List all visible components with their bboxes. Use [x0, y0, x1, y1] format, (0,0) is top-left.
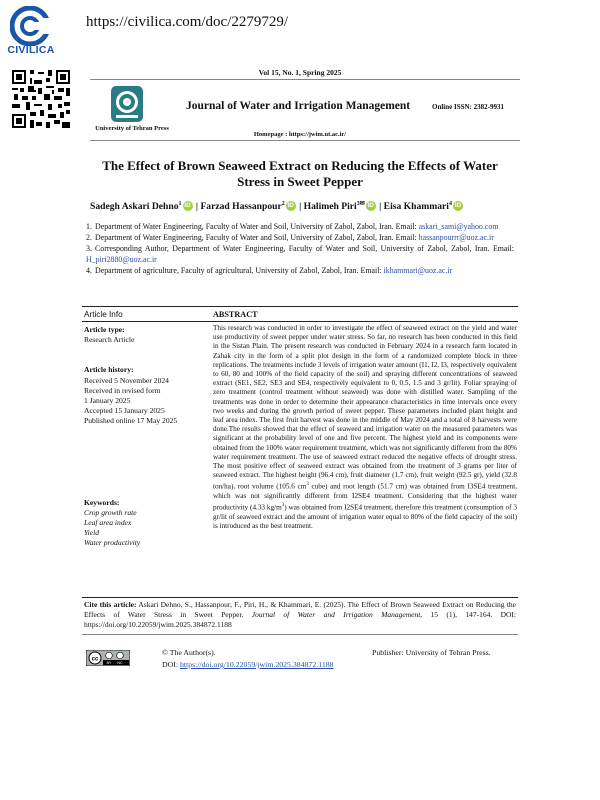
keyword: Crop growth rate	[84, 507, 137, 517]
abstract-heading: ABSTRACT	[213, 310, 258, 319]
svg-text:BY: BY	[106, 661, 112, 666]
civilica-brand: CIVILICA	[7, 44, 55, 56]
email-link[interactable]: H_piri2880@uoz.ac.ir	[86, 254, 157, 264]
email-link[interactable]: askari_sami@yahoo.com	[418, 222, 499, 231]
affiliation-item: 3. Corresponding Author, Department of Water Engineering, Faculty of Water and Soil, University of Zabol, Zabol, Iran. Email: H_piri2880@uoz.ac.ir	[86, 244, 514, 264]
paper-title: The Effect of Brown Seaweed Extract on Reducing the Effects of Water Stress in Sweet Pepper	[102, 158, 498, 189]
header-divider	[90, 79, 520, 80]
abstract-body: This research was conducted in order to investigate the effect of seaweed extract on the yield and water use productivity of sweet pepper under water stress. So far, no research has been conducted in this field in the Sistan Plain. The present research was conducted in February 2024 in a research farm located in Zahak city in the form of a split plot design in the form of a randomized complete block in three replications. The treatments include 3 levels of irrigation water amount (I1, I2, I3, respectively equivalent to 60, 80 and 100% of the field capacity of the soil) and spraying different concentrations of seaweed extract (SE1, SE2, SE3 and SE4, respectively equivalent to 0, 0.5, 1.5 and 3 gr/lit). Foliar spraying of zero treatment (control treatment without seaweed) was done with distilled water. Sampling of the treatments was done in order to determine their appearance characteristics in time intervals once every two weeks and during the growth period of sweet pepper. These parameters included plant height and leaf area index. The first fruit harvest was done in the middle of May 2024 and a total of 8 harvests were done.The results showed that the effect of seaweed and irrigation water on the measured parameters was significant at the probability level of one and five percent. The highest yield and its components were obtained from the 100% water requirement treatment, which was not significantly different from the 80% water requirement treatment. The use of seaweed extract reduced the negative effects of drought stress. The most positive effect of seaweed extract was obtained from the treatment of 3 grams per liter of seaweed extract. The highest height (96.4 cm), fruit diameter (1.7 cm), fruit weight (92.5 gr), yield (32.8 ton/ha), root volume (105.6 $cm^3$ cube) and root length (51.7 cm) was obtained from I3SE4 treatment, which was not significantly different from I2SE4 treatment. Considering that the highest water productivity (4.33 $kg/m^3$) was obtained from I2SE4 treatment, therefore this treatment (consumption of 3 gr/lit of seaweed extract and the amount of irrigation water equal to 80% of the field capacity of the soil) is introduced as the best treatment.	[213, 324, 517, 531]
author-list	[90, 200, 464, 212]
author-separator: |	[299, 201, 302, 212]
author-separator: |	[379, 201, 382, 212]
info-divider-top	[82, 306, 518, 307]
university-emblem-icon	[105, 85, 149, 125]
keyword: Yield	[84, 528, 100, 538]
history-label: Article history:	[84, 365, 134, 375]
author-name: Eisa Khammari	[383, 201, 449, 212]
article-info	[84, 325, 208, 549]
history-item: Accepted 15 January 2025	[84, 406, 165, 416]
author-name: Sadegh Askari Dehno	[90, 201, 179, 212]
journal-title: Journal of Water and Irrigation Management	[186, 100, 411, 112]
author-name: Farzad Hassanpour	[200, 201, 282, 212]
journal-homepage[interactable]: Homepage : https://jwim.ut.ac.ir/	[253, 131, 347, 138]
copyright: © The Author(s).	[162, 648, 216, 657]
info-divider-bottom	[82, 321, 518, 322]
citation-divider-top	[82, 597, 518, 598]
keyword: Leaf area index	[84, 518, 132, 528]
keyword: Water productivity	[84, 538, 141, 548]
envelope-icon: ✉	[359, 201, 365, 207]
article-info-heading: Article Info	[84, 310, 123, 319]
keywords-label: Keywords:	[84, 497, 120, 507]
article-type: Research Article	[84, 335, 135, 345]
affiliation-item: 4. Department of agriculture, Faculty of agricultural, University of Zabol, Zabol, Iran. Email: ikhammari@uoz.ac.ir	[86, 265, 453, 275]
article-type-label: Article type:	[84, 325, 125, 334]
citation: Cite this article: Askari Dehno, S., Hassanpour, F., Piri, H., & Khammari, E. (2025). The Effect of Brown Seaweed Extract on Reducing the Effects of Water Stress in Sweet Pepper. Journal of Water and Irrigation Management, 15 (1), 147-164. DOI: https://doi.org/10.22059/jwim.2025.384872.1188	[84, 600, 516, 630]
cc-license-icon[interactable]	[86, 650, 130, 666]
orcid-icon[interactable]: iD	[184, 202, 191, 209]
author-sup: 1	[178, 201, 182, 207]
author-sup: 4	[448, 201, 452, 207]
publisher: Publisher: University of Tehran Press.	[372, 648, 491, 657]
svg-text:NC: NC	[117, 661, 123, 666]
header-divider-bottom	[90, 140, 520, 141]
author-separator: |	[195, 201, 199, 212]
qr-code-icon	[10, 68, 72, 130]
svg-text:cc: cc	[91, 656, 99, 663]
source-url[interactable]: https://civilica.com/doc/2279729/	[86, 14, 289, 30]
history-item: Received 5 November 2024	[84, 375, 169, 385]
journal-volume: Vol 15, No. 1, Spring 2025	[258, 68, 342, 77]
author-sup: 2	[281, 201, 285, 207]
email-link[interactable]: ikhammari@uoz.ac.ir	[383, 265, 453, 275]
affiliations	[86, 222, 514, 277]
history-item: Received in revised form	[84, 385, 161, 395]
email-link[interactable]: hassanpourrr@uoz.ac.ir	[418, 233, 494, 243]
history-item: Published online 17 May 2025	[84, 416, 178, 426]
university-press-label: University of Tehran Press	[95, 125, 169, 132]
author-sup: 3	[356, 201, 360, 207]
affiliation-item: 2. Department of Water Engineering, Faculty of Water and Soil, University of Zabol, Zabol, Iran. Email: hassanpourrr@uoz.ac.ir	[86, 233, 494, 243]
affiliation-item: 1. Department of Water Engineering, Faculty of Water and Soil, University of Zabol, Zabol, Iran. Email: askari_sami@yahoo.com	[86, 222, 499, 231]
history-item: 1 January 2025	[84, 396, 131, 406]
doi-link[interactable]: https://doi.org/10.22059/jwim.2025.384872.1188	[179, 660, 334, 669]
orcid-icon[interactable]: iD	[367, 202, 374, 209]
orcid-icon[interactable]: iD	[287, 202, 294, 209]
doi-line: DOI: https://doi.org/10.22059/jwim.2025.384872.1188	[162, 660, 334, 669]
author-name: Halimeh Piri	[303, 201, 357, 212]
orcid-icon[interactable]: iD	[454, 202, 462, 209]
civilica-logo-icon[interactable]	[10, 6, 50, 46]
journal-issn: Online ISSN: 2382-9931	[432, 103, 504, 111]
citation-divider-bottom	[82, 634, 518, 635]
